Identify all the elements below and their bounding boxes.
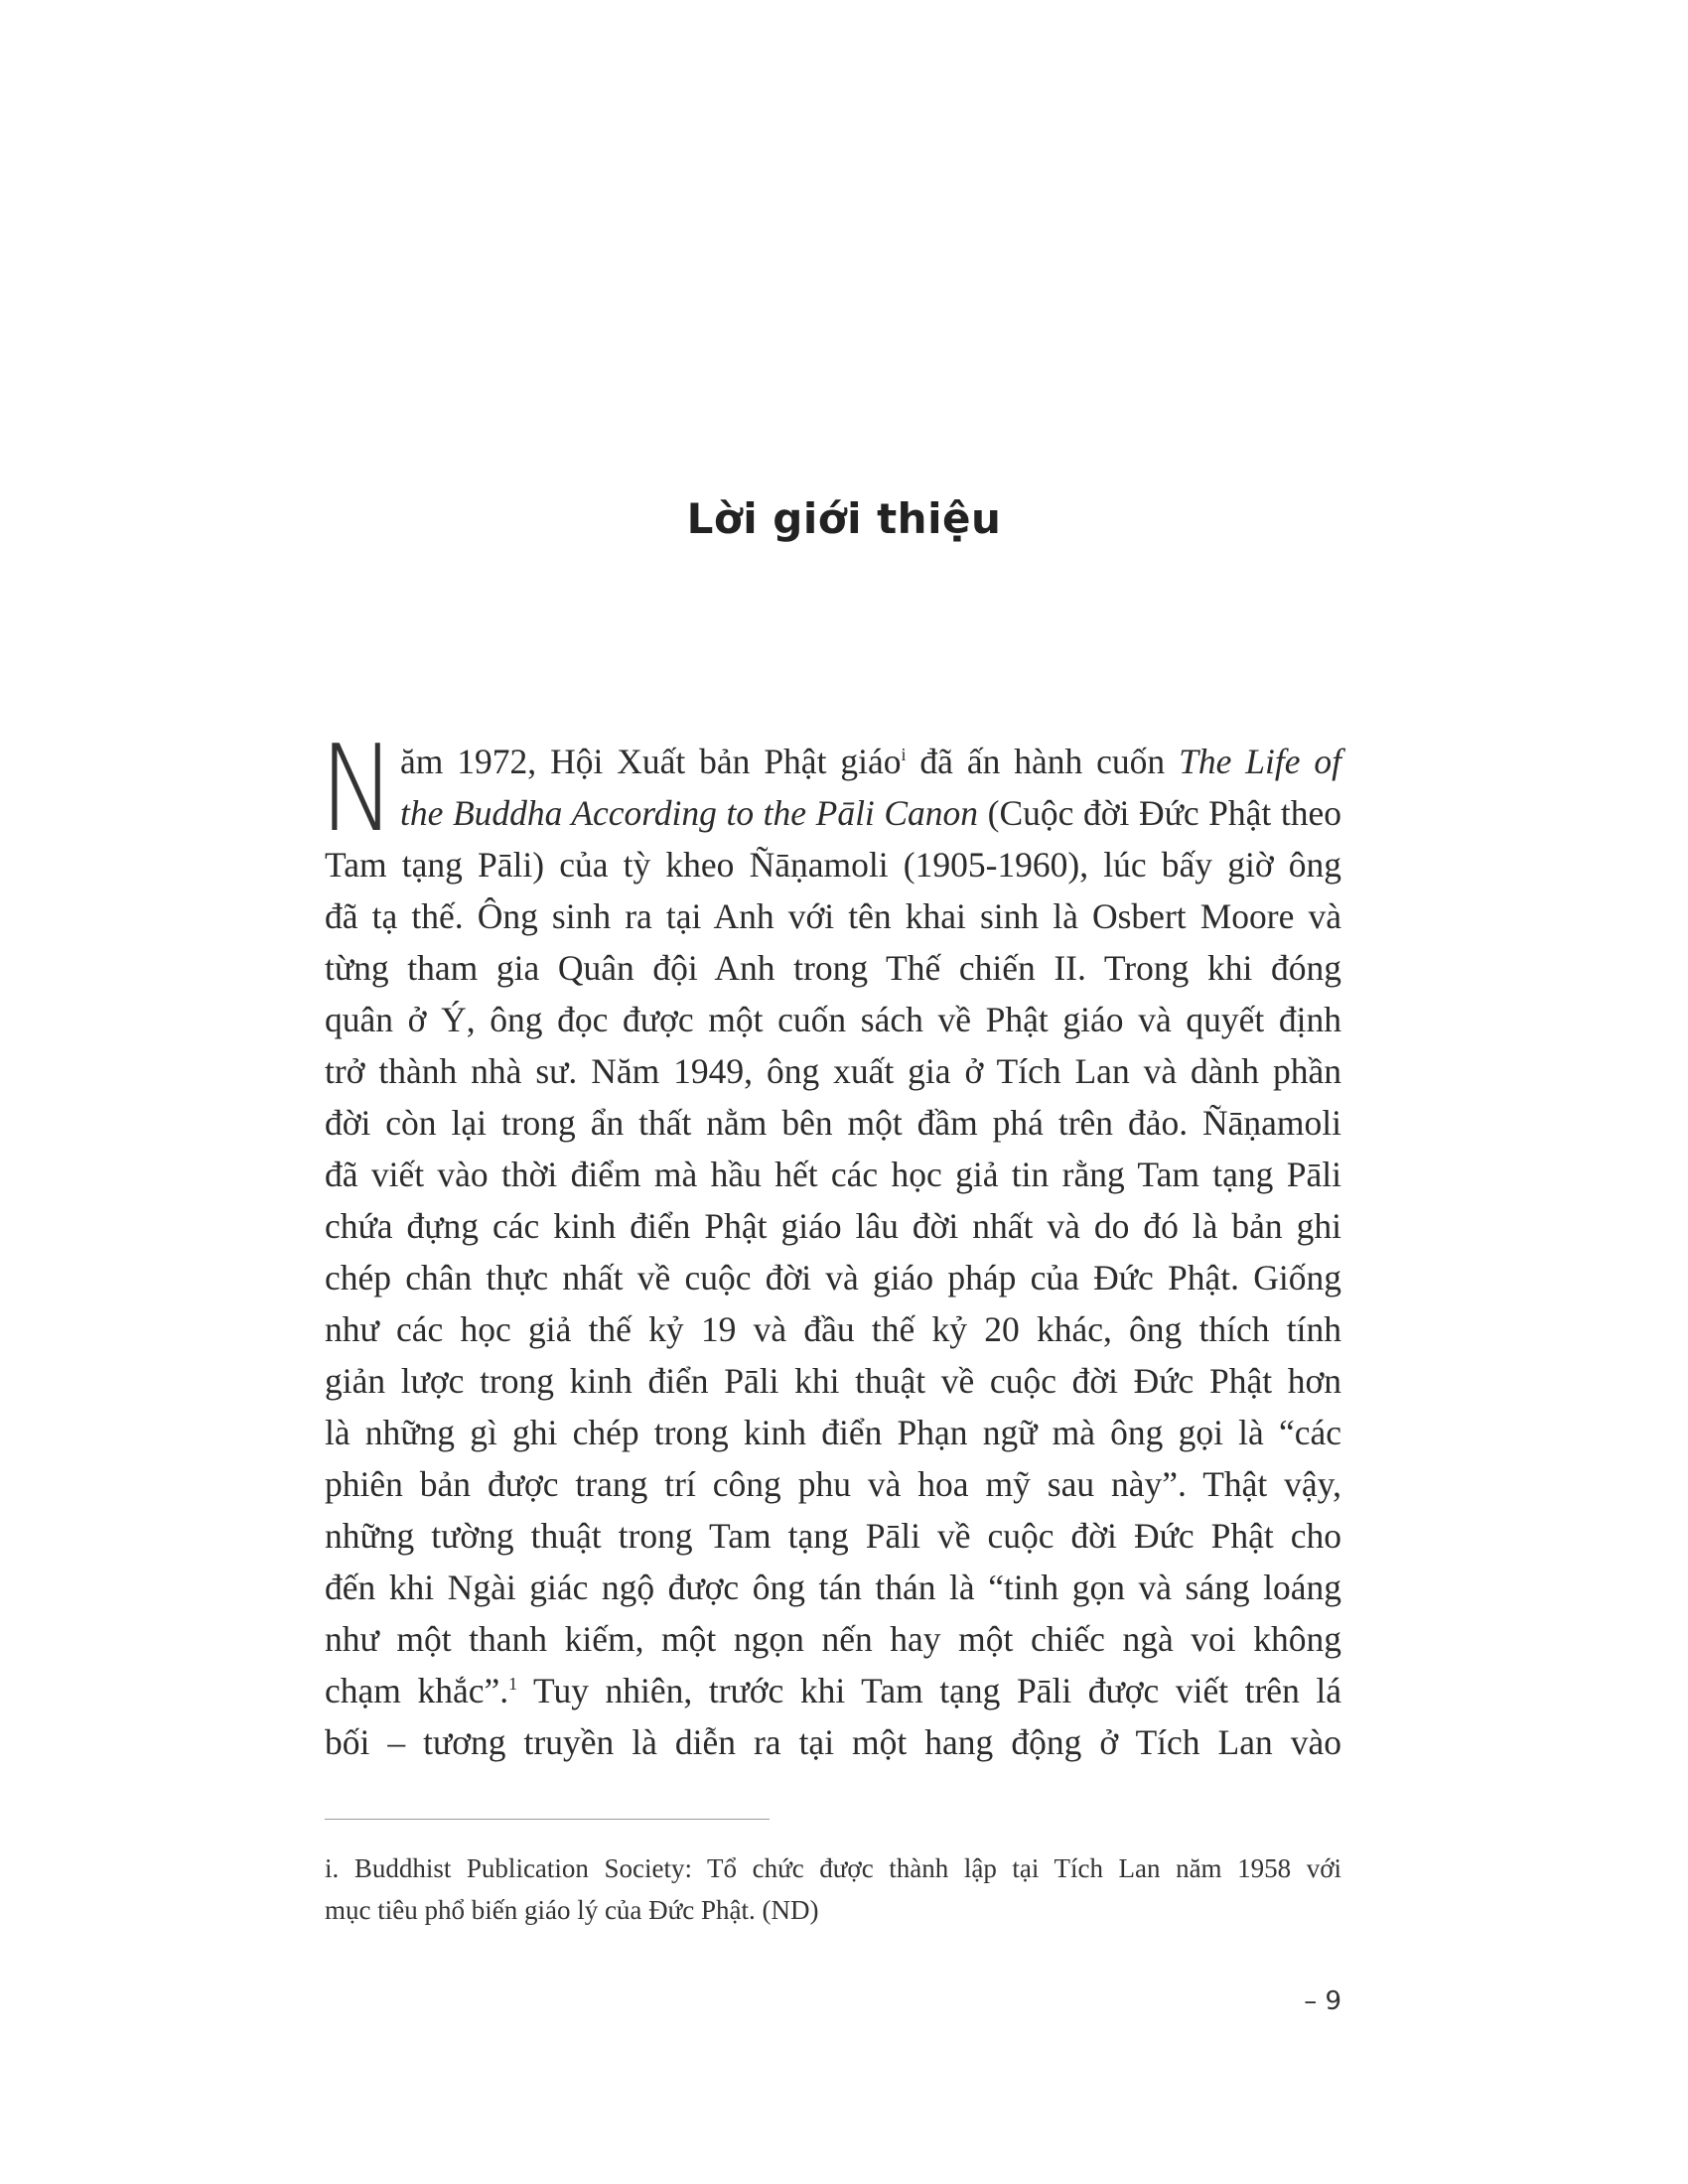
- text-run: như một thanh kiếm, một ngọn nến hay một chiếc ngà voi không: [325, 1619, 1341, 1659]
- text-line: [325, 839, 1341, 890]
- text-run: giản lược trong kinh điển Pāli khi thuật về cuộc đời Đức Phật hơn: [325, 1361, 1341, 1401]
- text-line: [325, 1200, 1341, 1252]
- text-run: quân ở Ý, ông đọc được một cuốn sách về Phật giáo và quyết định: [325, 1000, 1341, 1039]
- text-line: [325, 1458, 1341, 1510]
- text-run: đã ấn hành cuốn: [906, 742, 1180, 781]
- text-line: [325, 890, 1341, 942]
- footnote-marker: 1: [508, 1674, 518, 1695]
- text-run: phiên bản được trang trí công phu và hoa mỹ sau này”. Thật vậy,: [325, 1464, 1341, 1504]
- text-run: từng tham gia Quân đội Anh trong Thế chiến II. Trong khi đóng: [325, 948, 1341, 988]
- text-run: chứa đựng các kinh điển Phật giáo lâu đời nhất và do đó là bản ghi: [325, 1206, 1341, 1246]
- text-line: [325, 994, 1341, 1045]
- text-line: [400, 736, 1341, 787]
- text-run: bối – tương truyền là diễn ra tại một hang động ở Tích Lan vào: [325, 1722, 1341, 1762]
- text-run: ăm 1972, Hội Xuất bản Phật giáo: [400, 742, 902, 781]
- chapter-title: Lời giới thiệu: [686, 494, 1002, 543]
- text-line: [325, 1045, 1341, 1097]
- text-run: là những gì ghi chép trong kinh điển Phạn ngữ mà ông gọi là “các: [325, 1413, 1341, 1452]
- text-run: như các học giả thế kỷ 19 và đầu thế kỷ 20 khác, ông thích tính: [325, 1309, 1341, 1349]
- text-run: đời còn lại trong ẩn thất nằm bên một đầm phá trên đảo. Ñāṇamoli: [325, 1103, 1341, 1143]
- footnote-line: mục tiêu phổ biến giáo lý của Đức Phật. (ND): [325, 1895, 819, 1925]
- text-line: [325, 1252, 1341, 1303]
- drop-cap-letter: N: [320, 721, 396, 859]
- book-title: the Buddha According to the Pāli Canon: [400, 793, 979, 833]
- text-line: [325, 1355, 1341, 1407]
- footnote-line: i. Buddhist Publication Society: Tổ chức được thành lập tại Tích Lan năm 1958 với: [325, 1853, 1341, 1883]
- text-run: đến khi Ngài giác ngộ được ông tán thán là “tinh gọn và sáng loáng: [325, 1568, 1341, 1607]
- text-line: [325, 1716, 1341, 1768]
- text-run: chạm khắc”.: [325, 1671, 509, 1710]
- footnote: [325, 1847, 1341, 1931]
- text-run: Tuy nhiên, trước khi Tam tạng Pāli được viết trên lá: [517, 1671, 1341, 1710]
- body-paragraph: [325, 736, 1341, 1768]
- text-run: chép chân thực nhất về cuộc đời và giáo pháp của Đức Phật. Giống: [325, 1258, 1341, 1297]
- text-run: đã tạ thế. Ông sinh ra tại Anh với tên khai sinh là Osbert Moore và: [325, 896, 1341, 936]
- text-run: trở thành nhà sư. Năm 1949, ông xuất gia ở Tích Lan và dành phần: [325, 1051, 1341, 1091]
- text-line: [325, 1407, 1341, 1458]
- text-run: Tam tạng Pāli) của tỳ kheo Ñāṇamoli (1905-1960), lúc bấy giờ ông: [325, 845, 1341, 885]
- footnote-divider: [325, 1819, 770, 1820]
- text-line: [325, 1303, 1341, 1355]
- text-run: những tường thuật trong Tam tạng Pāli về cuộc đời Đức Phật cho: [325, 1516, 1341, 1556]
- text-line: [325, 1665, 1341, 1716]
- text-run: đã viết vào thời điểm mà hầu hết các học giả tin rằng Tam tạng Pāli: [325, 1155, 1341, 1194]
- book-title: The Life of: [1179, 742, 1341, 781]
- text-run: (Cuộc đời Đức Phật theo: [978, 793, 1341, 833]
- text-line: [325, 1613, 1341, 1665]
- text-line: [325, 1510, 1341, 1562]
- page-number: – 9: [1304, 1986, 1341, 2016]
- text-line: [400, 787, 1341, 839]
- text-line: [325, 1149, 1341, 1200]
- text-line: [325, 1097, 1341, 1149]
- text-line: [325, 942, 1341, 994]
- footnote-marker: i: [901, 745, 907, 765]
- text-line: [325, 1562, 1341, 1613]
